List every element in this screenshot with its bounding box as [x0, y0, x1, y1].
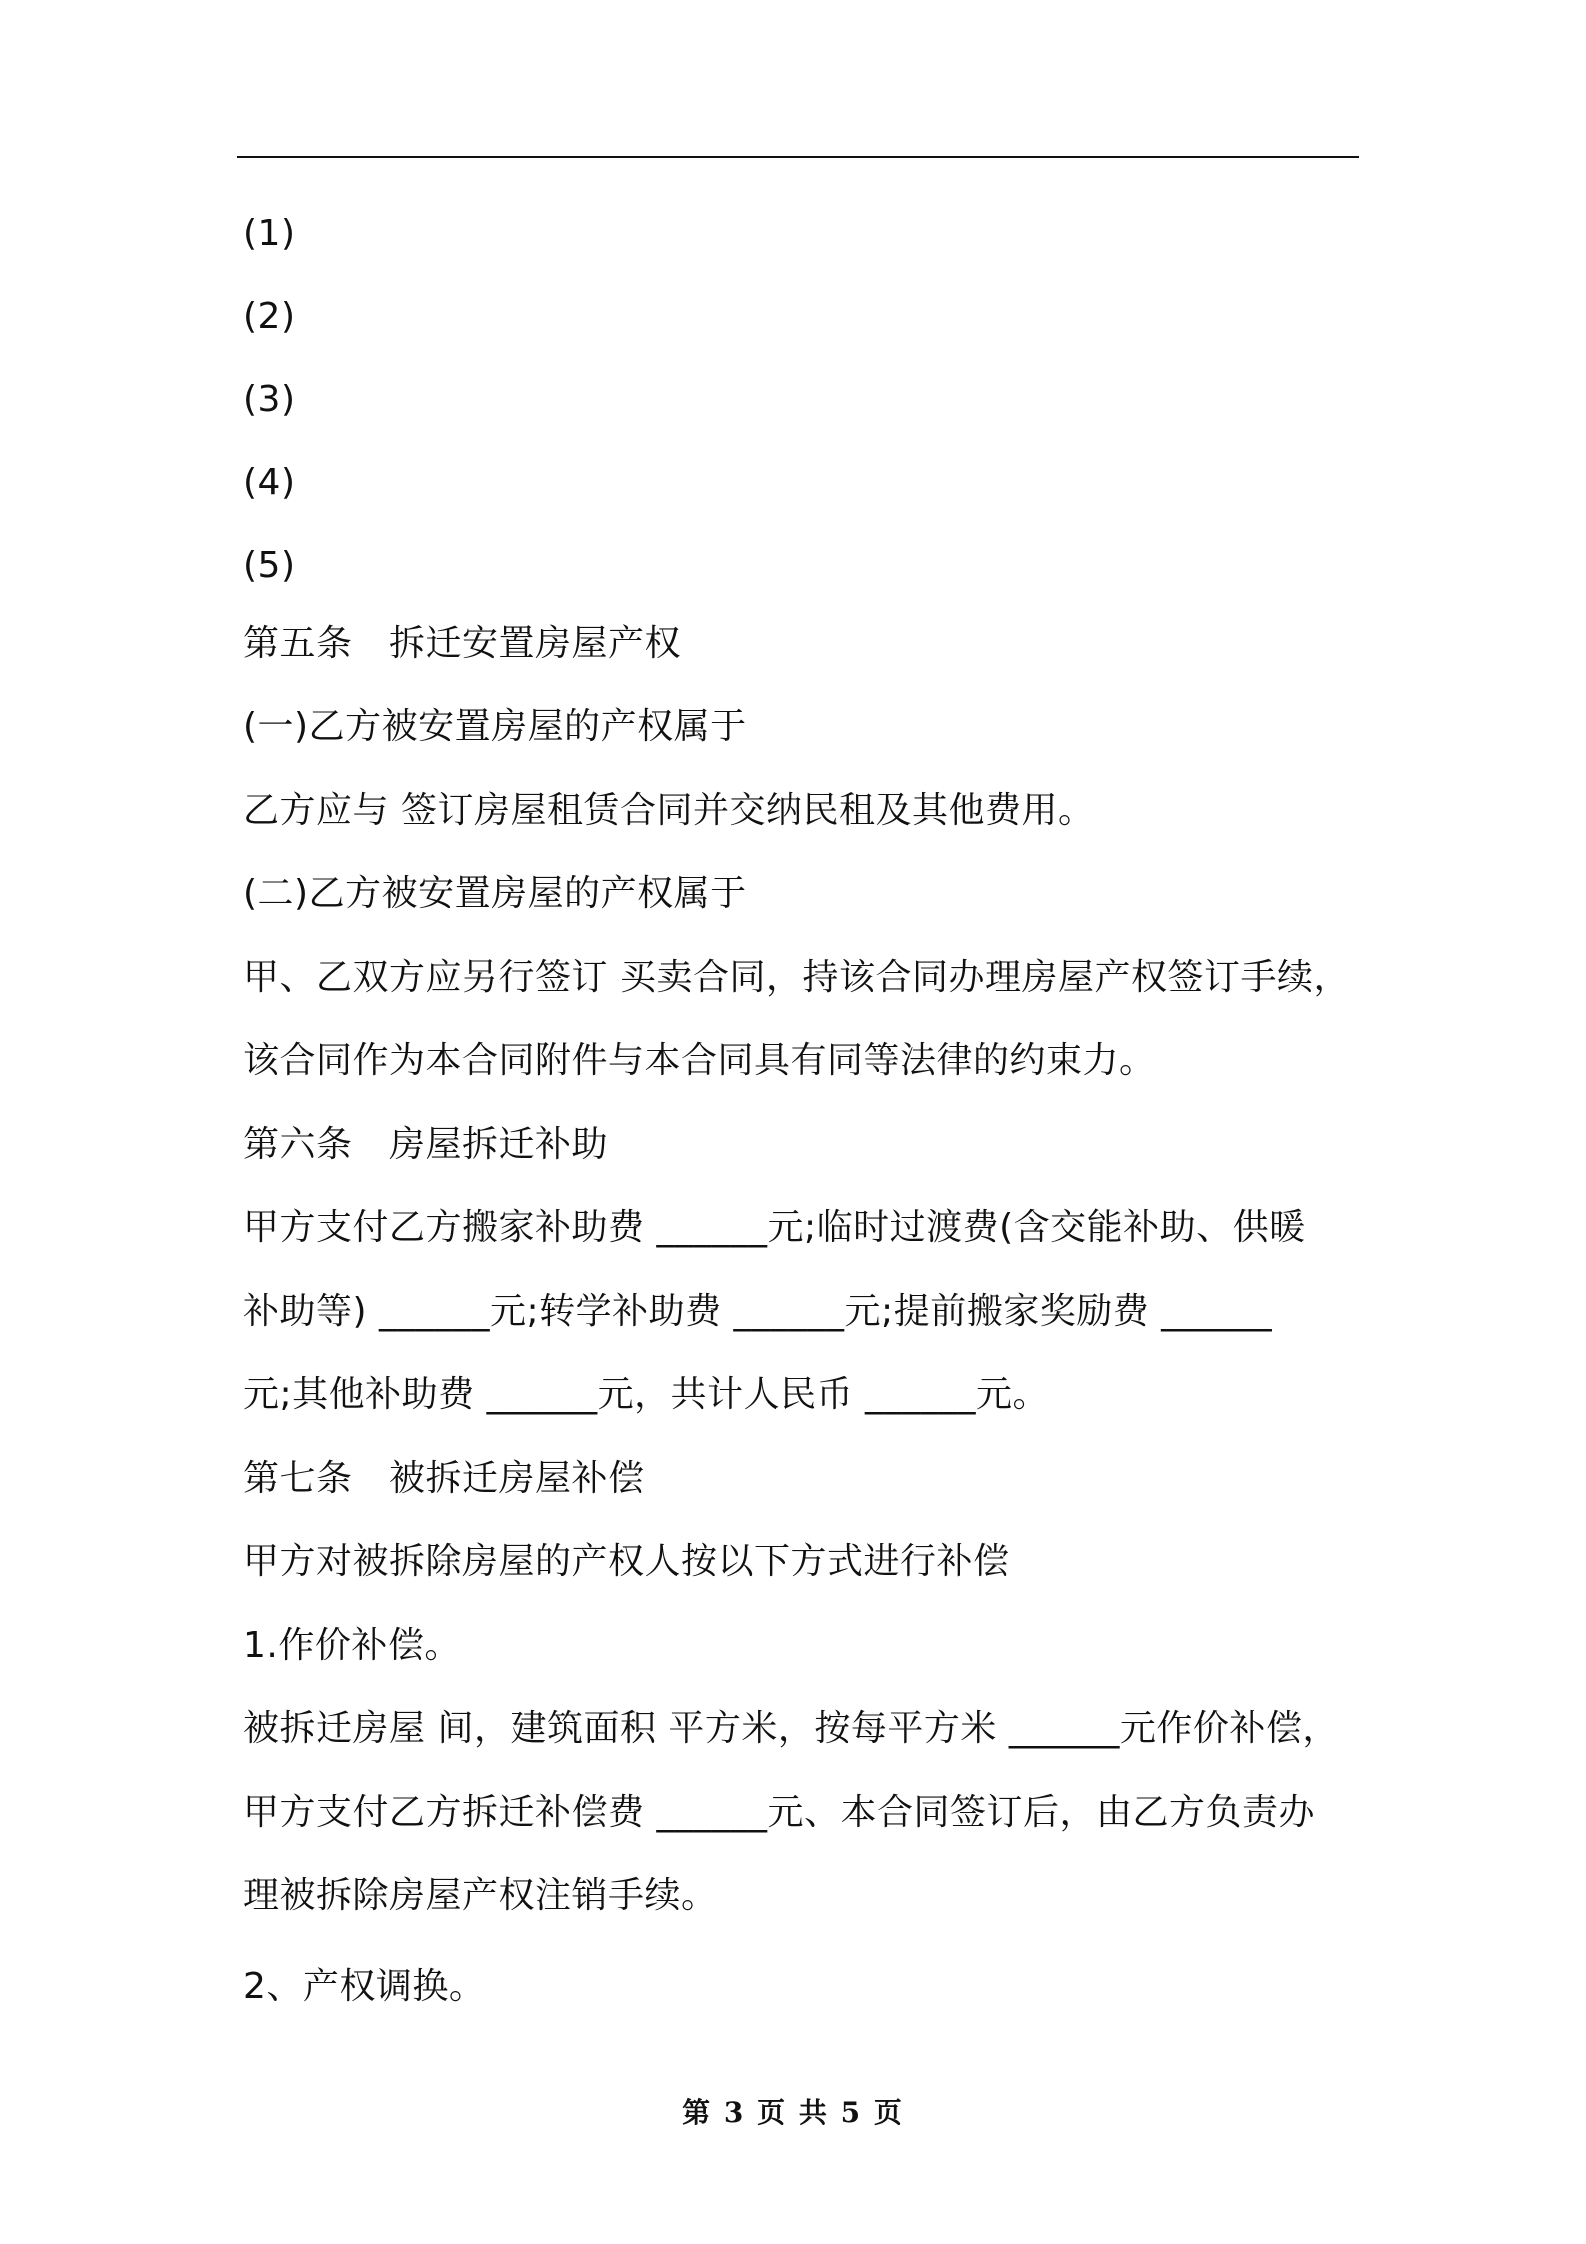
- paragraph-line: 该合同作为本合同附件与本合同具有同等法律的约束力。: [243, 1040, 1156, 1081]
- paragraph-line: 理被拆除房屋产权注销手续。: [243, 1875, 718, 1916]
- list-item-5: (5): [243, 545, 296, 586]
- paragraph-line: 2、产权调换。: [243, 1966, 486, 2007]
- paragraph-line: 1.作价补偿。: [243, 1625, 461, 1666]
- paragraph-line: 补助等) ______元;转学补助费 ______元;提前搬家奖励费 ______: [243, 1291, 1273, 1332]
- paragraph-line: 被拆迁房屋 间，建筑面积 平方米，按每平方米 ______元作价补偿，: [243, 1708, 1339, 1749]
- paragraph-line: (二)乙方被安置房屋的产权属于: [243, 873, 747, 914]
- article-5-heading: 第五条 拆迁安置房屋产权: [243, 623, 682, 664]
- paragraph-line: 甲方支付乙方搬家补助费 ______元;临时过渡费(含交能补助、供暖: [243, 1207, 1306, 1248]
- paragraph-line: 甲方对被拆除房屋的产权人按以下方式进行补偿: [243, 1541, 1010, 1582]
- list-item-4: (4): [243, 462, 296, 503]
- list-item-2: (2): [243, 296, 296, 337]
- list-item-3: (3): [243, 379, 296, 420]
- paragraph-line: 元;其他补助费 ______元，共计人民币 ______元。: [243, 1374, 1050, 1415]
- header-rule: [237, 156, 1359, 158]
- list-item-1: (1): [243, 213, 296, 254]
- paragraph-line: 乙方应与 签订房屋租赁合同并交纳民租及其他费用。: [243, 790, 1095, 831]
- page-number-footer: 第 3 页 共 5 页: [682, 2096, 904, 2129]
- paragraph-line: (一)乙方被安置房屋的产权属于: [243, 706, 747, 747]
- paragraph-line: 甲方支付乙方拆迁补偿费 ______元、本合同签订后，由乙方负责办: [243, 1792, 1315, 1833]
- article-6-heading: 第六条 房屋拆迁补助: [243, 1124, 609, 1165]
- paragraph-line: 甲、乙双方应另行签订 买卖合同，持该合同办理房屋产权签订手续，: [243, 957, 1350, 998]
- article-7-heading: 第七条 被拆迁房屋补偿: [243, 1458, 645, 1499]
